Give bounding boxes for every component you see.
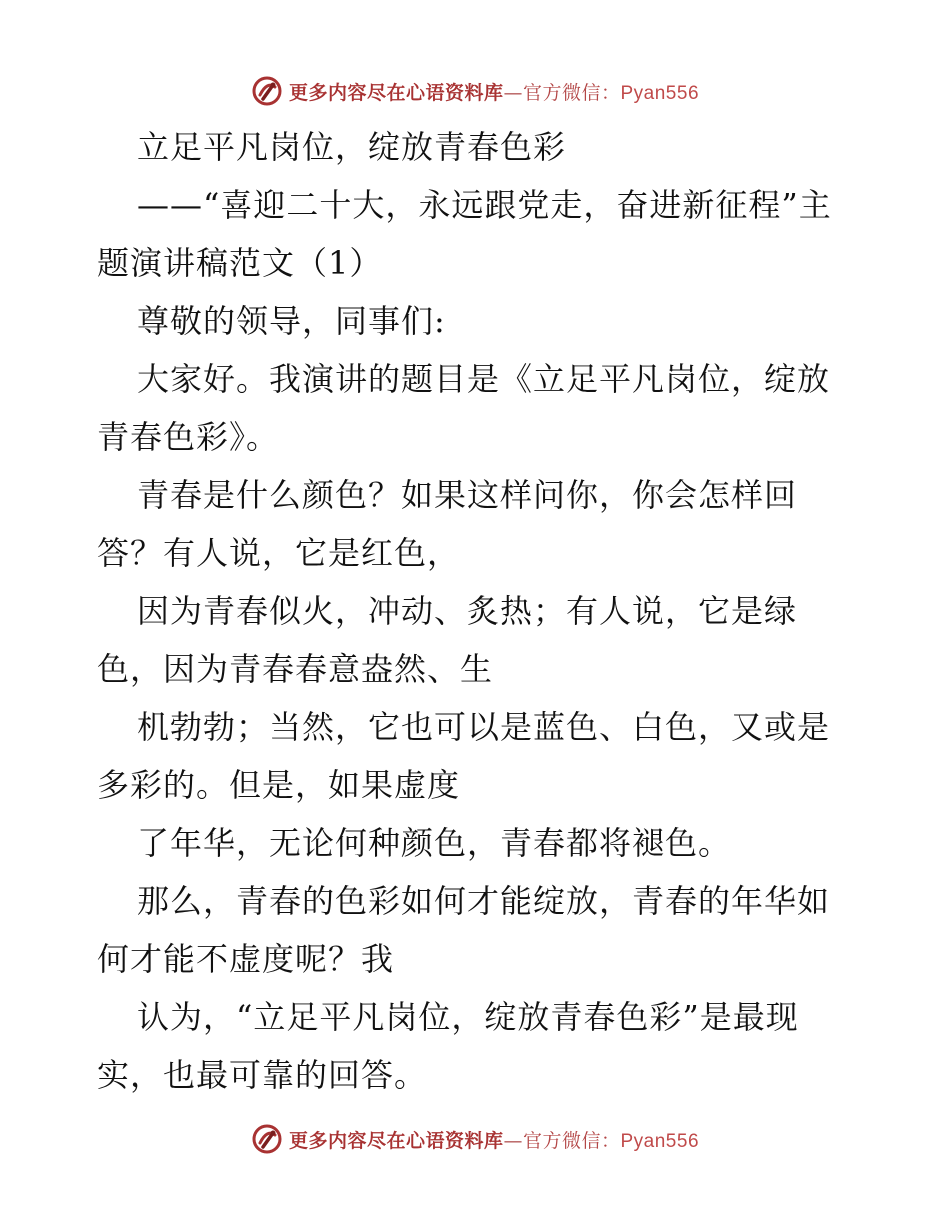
banner-wechat-id: Pyan556 xyxy=(620,82,700,104)
banner-dash: — xyxy=(503,81,523,104)
salutation: 尊敬的领导，同事们: xyxy=(137,302,446,340)
paragraph: 因为青春似火，冲动、炙热；有人说，它是绿色，因为青春春意盎然、生 xyxy=(97,592,798,688)
banner-wechat-label: 官方微信： xyxy=(522,81,621,104)
paragraph: 认为，“立足平凡岗位，绽放青春色彩”是最现实，也最可靠的回答。 xyxy=(97,998,799,1094)
document-subtitle: ——“喜迎二十大，永远跟党走，奋进新征程”主题演讲稿范文（1） xyxy=(97,186,832,282)
paragraph: 了年华，无论何种颜色，青春都将褪色。 xyxy=(137,824,732,862)
banner-site-name: 更多内容尽在心语资料库 xyxy=(288,81,504,104)
paragraph: 青春是什么颜色？如果这样问你，你会怎样回答？有人说，它是红色， xyxy=(97,476,798,572)
banner-wechat-label: 官方微信： xyxy=(522,1129,621,1152)
banner-site-name: 更多内容尽在心语资料库 xyxy=(288,1129,504,1152)
header-banner-text xyxy=(289,78,699,105)
footer-banner-text xyxy=(289,1126,699,1153)
header-banner xyxy=(0,71,950,111)
brand-logo-icon xyxy=(251,75,283,107)
paragraph: 机勃勃；当然，它也可以是蓝色、白色，又或是多彩的。但是，如果虚度 xyxy=(97,708,831,804)
paragraph: 大家好。我演讲的题目是《立足平凡岗位，绽放青春色彩》。 xyxy=(97,360,831,456)
document-body xyxy=(97,118,857,1104)
document-title: 立足平凡岗位，绽放青春色彩 xyxy=(137,128,567,166)
paragraph: 那么，青春的色彩如何才能绽放，青春的年华如何才能不虚度呢？我 xyxy=(97,882,831,978)
banner-dash: — xyxy=(503,1129,523,1152)
footer-banner xyxy=(0,1119,950,1159)
brand-logo-icon xyxy=(251,1123,283,1155)
banner-wechat-id: Pyan556 xyxy=(620,1130,700,1152)
